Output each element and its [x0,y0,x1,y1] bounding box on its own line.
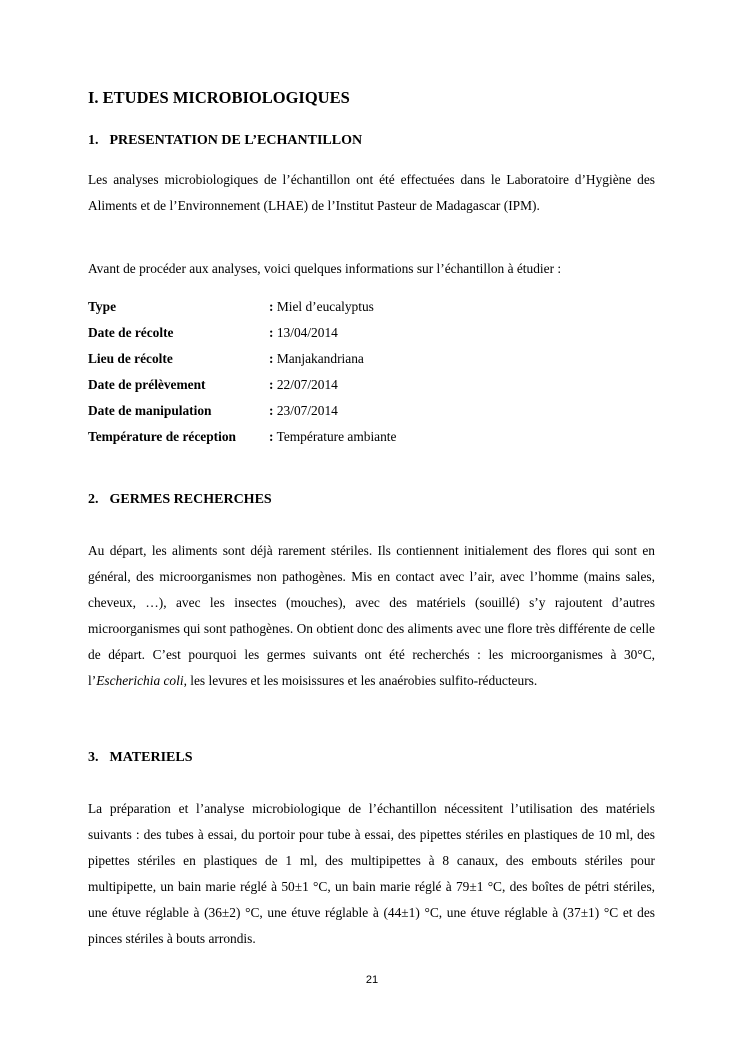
section2-heading [88,492,272,508]
info-row-harvest-place [88,346,655,372]
section2-paragraph [88,538,655,694]
section3-number: 3. [88,750,99,765]
info-label: Type [88,299,117,314]
info-row-handling-date [88,398,655,424]
main-title: I. ETUDES MICROBIOLOGIQUES [88,88,350,107]
info-value: Miel d’eucalyptus [276,299,374,314]
section3-title: MATERIELS [109,750,193,765]
info-separator: : [269,325,274,340]
page-number: 21 [365,974,379,986]
info-value-wrap [269,372,338,398]
species-name: Escherichia coli [96,673,184,688]
info-separator: : [269,403,274,418]
section1-title: PRESENTATION DE L’ECHANTILLON [109,133,363,148]
info-value: 23/07/2014 [276,403,338,418]
info-label: Date de récolte [88,325,174,340]
info-label: Date de manipulation [88,403,212,418]
section3-paragraph: La préparation et l’analyse microbiologique de l’échantillon nécessitent l’utilisation des matériels suivants : des tubes à essai, du portoir pour tube à essai, des pipettes stériles en plastiques de 10 ml, des pipettes stériles en plastiques de 1 ml, des multipipettes à 8 canaux, des embouts stériles pour multipipette, un bain marie réglé à 50±1 °C, un bain marie réglé à 79±1 °C, des boîtes de pétri stériles, une étuve réglable à (36±2) °C, une étuve réglable à (44±1) °C, une étuve réglable à (37±1) °C et des pinces stériles à bouts arrondis. [88,801,655,946]
section1-paragraph2: Avant de procéder aux analyses, voici quelques informations sur l’échantillon à étudier : [88,261,562,276]
section1-paragraph1: Les analyses microbiologiques de l’échantillon ont été effectuées dans le Laboratoire d’Hygiène des Aliments et de l’Environnement (LHAE) de l’Institut Pasteur de Madagascar (IPM). [88,172,655,213]
info-value: 13/04/2014 [276,325,338,340]
info-value-wrap [269,294,374,320]
section1-heading [88,133,362,149]
info-value-wrap [269,320,338,346]
info-separator: : [269,299,274,314]
info-separator: : [269,429,274,444]
info-separator: : [269,377,274,392]
section1-number: 1. [88,133,99,148]
info-separator: : [269,351,274,366]
section3-heading [88,750,192,766]
info-row-sampling-date [88,372,655,398]
info-value-wrap [269,424,396,450]
info-row-harvest-date [88,320,655,346]
info-row-reception-temperature [88,424,655,450]
info-row-type [88,294,655,320]
section2-title: GERMES RECHERCHES [109,492,272,507]
section2-paragraph-part1: Au départ, les aliments sont déjà rarement stériles. Ils contiennent initialement des flores qui sont en général, des microorganismes non pathogènes. Mis en contact avec l’air, avec l’homme (mains sales, cheveux, …), avec les insectes (mouches), avec des matériels (souillé) s’y rajoutent d’autres microorganismes qui sont pathogènes. On obtient donc des aliments avec une flore très différente de celle de départ. C’est pourquoi les germes suivants ont été recherchés : les microorganismes à 30°C, l’ [88,543,655,688]
section2-paragraph-part2: , les levures et les moisissures et les anaérobies sulfito-réducteurs. [183,673,538,688]
info-value: Température ambiante [276,429,397,444]
info-value: Manjakandriana [276,351,364,366]
info-label: Température de réception [88,429,237,444]
info-value-wrap [269,346,364,372]
info-label: Lieu de récolte [88,351,173,366]
info-value-wrap [269,398,338,424]
info-label: Date de prélèvement [88,377,206,392]
info-value: 22/07/2014 [276,377,338,392]
section2-number: 2. [88,492,99,507]
